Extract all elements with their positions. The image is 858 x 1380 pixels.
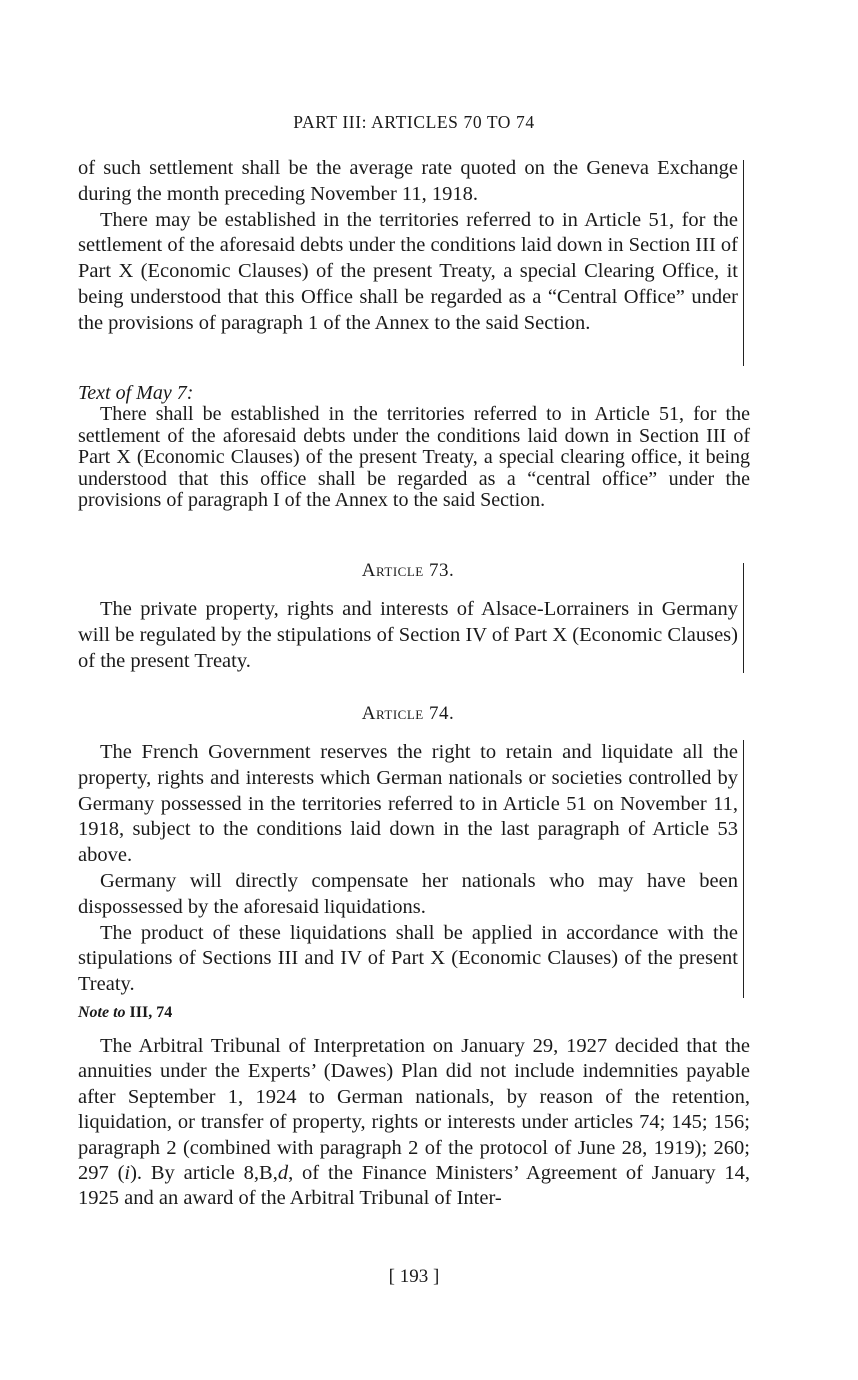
article-74-heading: Article 74. — [361, 703, 455, 724]
note-text-part: ). By article 8,B, — [130, 1162, 278, 1185]
margin-rule — [743, 160, 745, 366]
article-74-paragraph: The French Government reserves the right to retain and liquidate all the property, rights and interests which German nationals or societies controlled by Germany possessed in the territories referred to in Article 51 on November 11, 1918, subject to the conditions laid down in the last paragraph of Article 53 above. — [78, 741, 738, 867]
continuation-paragraph: of such settlement shall be the average rate quoted on the Geneva Exchange during the month preceding November 11, 1918. — [78, 157, 738, 205]
text-of-may7-paragraph: There shall be established in the territories referred to in Article 51, for the settlement of the aforesaid debts under the conditions laid down in Section III of Part X (Economic Clauses) of the present Treaty, a special clearing office, it being understood that this office shall be regarded as a “central office” under the provisions of paragraph I of the Annex to the said Section. — [78, 403, 750, 512]
note-italic-d: d — [277, 1162, 289, 1185]
continuation-paragraph: There may be established in the territories referred to in Article 51, for the settlement of the aforesaid debts under the conditions laid down in Section III of Part X (Economic Clauses) of the present Treaty, a special Clearing Office, it being understood that this Office shall be regarded as a “Central Office” under the provisions of paragraph 1 of the Annex to the said Section. — [78, 208, 738, 334]
note-label — [78, 1004, 172, 1022]
text-of-may7-label: Text of May 7: — [78, 382, 194, 404]
article-73-heading: Article 73. — [361, 560, 455, 581]
running-head: PART III: ARTICLES 70 TO 74 — [293, 112, 535, 132]
page-number: [ 193 ] — [388, 1266, 440, 1287]
note-paragraph — [78, 1034, 750, 1212]
note-block — [78, 1034, 750, 1212]
note-text-part: The Arbitral Tribunal of Interpretation on January 29, 1927 decided that the annuities under the Experts’ (Dawes) Plan did not include indemnities payable after September 1, 1924 to German nationals, by reason of the retention, liquidation, or transfer of property, rights or interests under articles 74; 145; 156; paragraph 2 (combined with paragraph 2 of the protocol of June 28, 1919); 260; 297 ( — [78, 1035, 750, 1185]
note-label-prefix: Note to — [78, 1004, 126, 1021]
article-74-paragraph: The product of these liquidations shall be applied in accordance with the stipulations of Sections III and IV of Part X (Economic Clauses) of the present Treaty. — [78, 921, 738, 996]
continuation-block — [78, 156, 738, 337]
text-of-may7-block — [78, 382, 750, 512]
article-73-paragraph: The private property, rights and interests of Alsace-Lorrainers in Germany will be regulated by the stipulations of Section IV of Part X (Economic Clauses) of the present Treaty. — [78, 598, 738, 672]
margin-rule — [743, 740, 745, 998]
article-74-block — [78, 740, 738, 998]
note-italic-i: i — [124, 1162, 131, 1185]
article-74-paragraph: Germany will directly compensate her nationals who may have been dispossessed by the aforesaid liquidations. — [78, 869, 738, 918]
note-label-ref: III, 74 — [129, 1004, 173, 1021]
article-73-block — [78, 597, 738, 674]
note-text-part: , of the Finance Ministers’ Agreement of January 14, 1925 and an award of the Arbitral Tribunal of Inter- — [78, 1162, 750, 1210]
margin-rule — [743, 563, 745, 673]
